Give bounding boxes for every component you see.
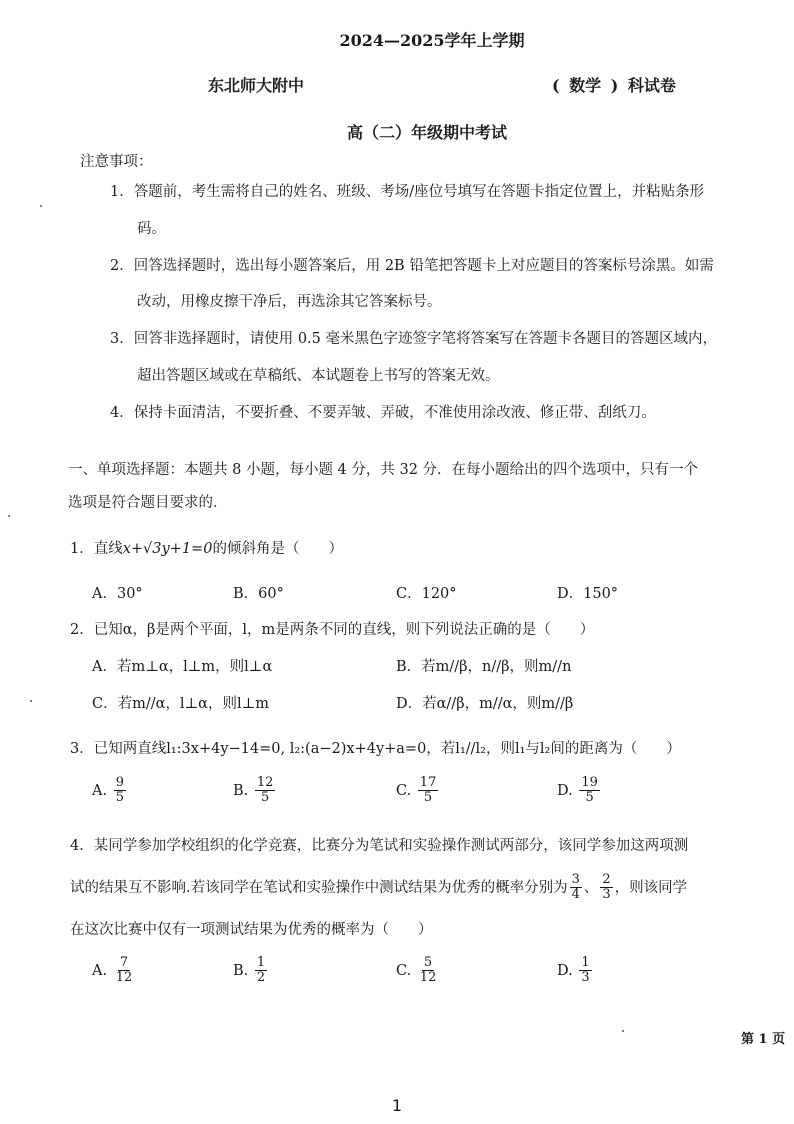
question-2-option-b: B．若m//β，n//β，则m//n [396,659,572,675]
question-3-option-a [92,776,128,806]
denominator: 5 [423,790,433,806]
scan-speck [40,205,42,207]
notice-item-2-cont: 改动，用橡皮擦干净后，再选涂其它答案标号。 [137,294,442,310]
separator: 、 [583,879,599,896]
denominator: 5 [115,790,124,806]
question-4-option-a [92,956,136,986]
exam-name: 高（二）年级期中考试 [346,123,507,142]
question-3-stem: 3．已知两直线l₁:3x+4y−14=0, l₂:(a−2)x+4y+a=0，若l₁//l₂，则l₁与l₂间的距离为（ ） [70,741,681,757]
option-label: C. [396,962,412,979]
notice-title: 注意事项： [80,154,153,170]
fraction [418,956,439,986]
page-number: 1 [391,1096,403,1115]
question-1-option-b: B．60° [233,586,284,602]
section-1-heading-cont: 选项是符合题目要求的． [68,495,228,511]
question-1-option-d: D．150° [557,586,619,602]
question-1-option-c: C．120° [396,586,457,602]
question-4-option-d [557,956,594,986]
numerator: 17 [419,775,437,790]
numerator: 3 [571,872,580,887]
fraction [570,873,582,903]
numerator: 5 [423,955,433,970]
question-1-stem [70,537,343,558]
denominator: 12 [115,970,133,986]
question-4-line-3: 在这次比赛中仅有一项测试结果为优秀的概率为（ ） [70,922,433,938]
option-label: A. [92,962,108,979]
denominator: 3 [602,887,611,903]
fraction [418,776,439,806]
option-label: A. [92,782,108,799]
fraction [114,776,126,806]
scan-speck [30,700,32,702]
notice-item-3-cont: 超出答题区域或在草稿纸、本试题卷上书写的答案无效。 [137,368,500,384]
question-1-option-a: A．30° [92,586,143,602]
question-1-equation: x+√3y+1=0 [122,541,213,557]
option-label: D. [557,962,573,979]
question-4-line-2-pre: 试的结果互不影响.若该同学在笔试和实验操作中测试结果为优秀的概率分别为 [70,879,568,896]
denominator: 12 [419,970,437,986]
question-1-prefix: 1．直线 [70,541,123,557]
notice-item-1: 1．答题前，考生需将自己的姓名、班级、考场/座位号填写在答题卡指定位置上，并粘贴条形 [110,184,705,200]
fraction [579,956,591,986]
question-2-option-c: C．若m//α，l⊥α，则l⊥m [92,696,269,712]
denominator: 4 [571,887,580,903]
fraction [114,956,135,986]
numerator: 19 [581,775,598,790]
option-label: D. [557,782,573,799]
notice-item-3: 3．回答非选择题时，请使用 0.5 毫米黑色字迹签字笔将答案写在答题卡各题目的答题区域内， [110,331,717,347]
numerator: 12 [256,775,274,790]
page-label: 第 1 页 [741,1032,786,1047]
numerator: 9 [115,775,124,790]
notice-item-1-cont: 码。 [137,221,166,237]
denominator: 3 [581,970,590,986]
numerator: 1 [581,955,590,970]
notice-item-2: 2．回答选择题时，选出每小题答案后，用 2B 铅笔把答题卡上对应题目的答案标号涂黑。如需 [110,258,714,274]
question-3-option-b [233,776,277,806]
denominator: 5 [585,790,594,806]
question-3-option-c [396,776,440,806]
question-2-option-a: A．若m⊥α，l⊥m，则l⊥α [92,659,273,675]
option-label: B. [233,962,249,979]
question-3-option-d [557,776,602,806]
fraction [600,873,612,903]
notice-item-4: 4．保持卡面清洁，不要折叠、不要弄皱、弄破，不准使用涂改液、修正带、刮纸刀。 [110,405,656,421]
fraction [255,956,267,986]
question-4-option-b [233,956,269,986]
option-label: C. [396,782,412,799]
numerator: 2 [602,872,611,887]
numerator: 1 [256,955,266,970]
denominator: 2 [256,970,266,986]
option-label: B. [233,782,249,799]
question-2-stem: 2．已知α，β是两个平面，l，m是两条不同的直线，则下列说法正确的是（ ） [70,622,595,638]
question-2-option-d: D．若α//β，m//α，则m//β [396,696,574,712]
question-4-line-2 [70,873,687,903]
scan-speck [8,515,10,517]
numerator: 7 [119,955,129,970]
question-1-suffix: 的倾斜角是（ ） [212,541,343,557]
question-4-line-1: 4．某同学参加学校组织的化学竞赛，比赛分为笔试和实验操作测试两部分，该同学参加这两项测 [70,838,689,854]
fraction [255,776,276,806]
subject-title: ( 数学 ) 科试卷 [552,76,676,95]
scan-speck [622,1030,624,1032]
question-4-option-c [396,956,440,986]
fraction [579,776,600,806]
exam-year-title: 2024—2025学年上学期 [339,31,525,50]
denominator: 5 [261,790,270,806]
school-name: 东北师大附中 [208,76,305,95]
question-4-line-2-post: ，则该同学 [614,879,688,896]
section-1-heading: 一、单项选择题：本题共 8 小题，每小题 4 分，共 32 分．在每小题给出的四个选项中，只有一个 [68,462,699,478]
